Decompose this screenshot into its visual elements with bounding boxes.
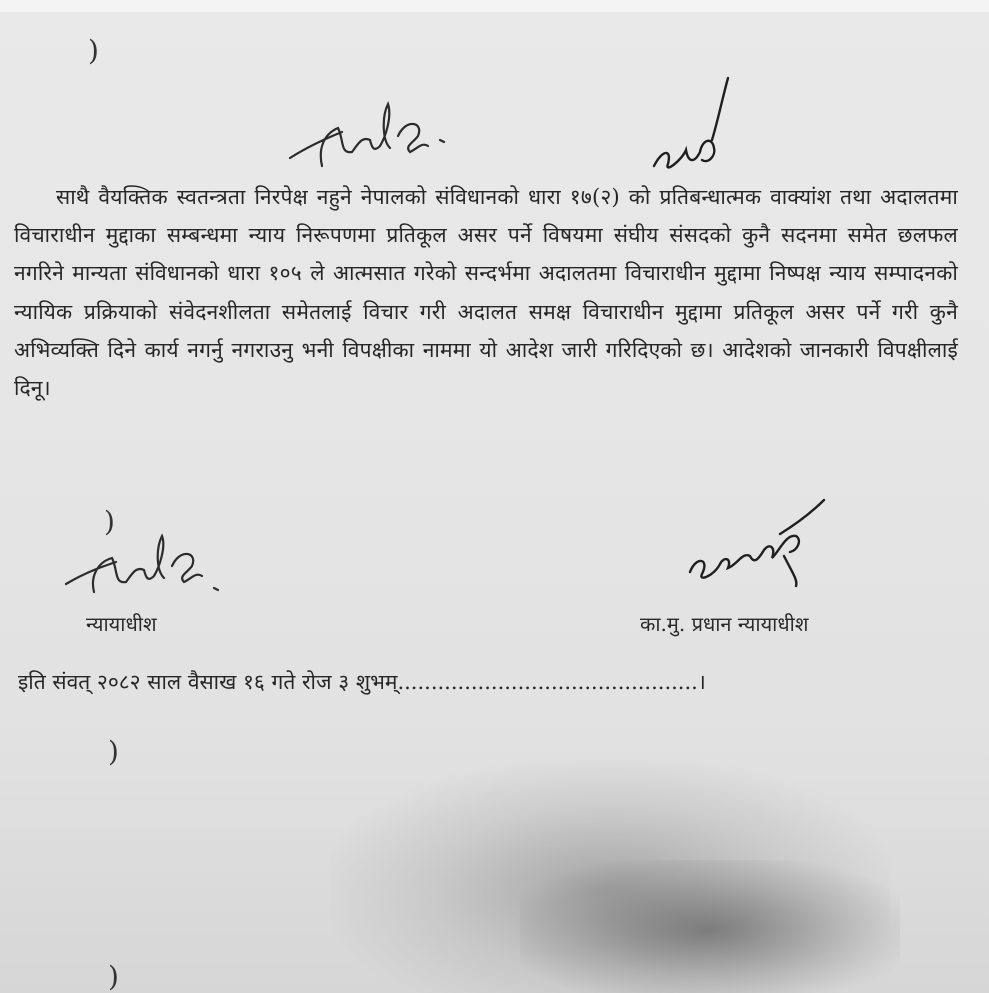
- chief-justice-title: का.मु. प्रधान न्यायाधीश: [640, 612, 809, 636]
- chief-justice-signature: [680, 494, 830, 590]
- margin-mark: ): [108, 960, 119, 993]
- order-body-paragraph: साथै वैयक्तिक स्वतन्त्रता निरपेक्ष नहुने नेपालको संविधानको धारा १७(२) को प्रतिबन्धात्मक वाक्यांश तथा अदालतमा विचाराधीन मुद्दाका सम्बन्धमा न्याय निरूपणमा प्रतिकूल असर पर्ने विषयमा संघीय संसदको कुनै सदनमा समेत छलफल नगरिने मान्यता संविधानको धारा १०५ ले आत्मसात गरेको सन्दर्भमा अदालतमा विचाराधीन मुद्दामा निष्पक्ष न्याय सम्पादनको न्यायिक प्रक्रियाको संवेदनशीलता समेतलाई विचार गरी अदालत समक्ष विचाराधीन मुद्दामा प्रतिकूल असर पर्ने गरी कुनै अभिव्यक्ति दिने कार्य नगर्नु नगराउनु भनी विपक्षीका नाममा यो आदेश जारी गरिदिएको छ। आदेशको जानकारी विपक्षीलाई दिनू।: [14, 185, 958, 401]
- scan-edge: [0, 0, 989, 12]
- date-line: इति संवत् २०८२ साल वैसाख १६ गते रोज ३ शुभम्.............................................।: [18, 670, 706, 694]
- scan-shadow-dark: [520, 860, 900, 993]
- margin-mark: ): [108, 735, 119, 768]
- margin-mark: ): [88, 34, 99, 67]
- judge-title: न्यायाधीश: [86, 612, 157, 636]
- top-left-initial-signature: [282, 96, 462, 176]
- margin-mark: ): [104, 505, 115, 538]
- judge-signature: [60, 530, 240, 600]
- top-right-initial-signature: [642, 70, 742, 180]
- scan-shadow: [330, 760, 890, 993]
